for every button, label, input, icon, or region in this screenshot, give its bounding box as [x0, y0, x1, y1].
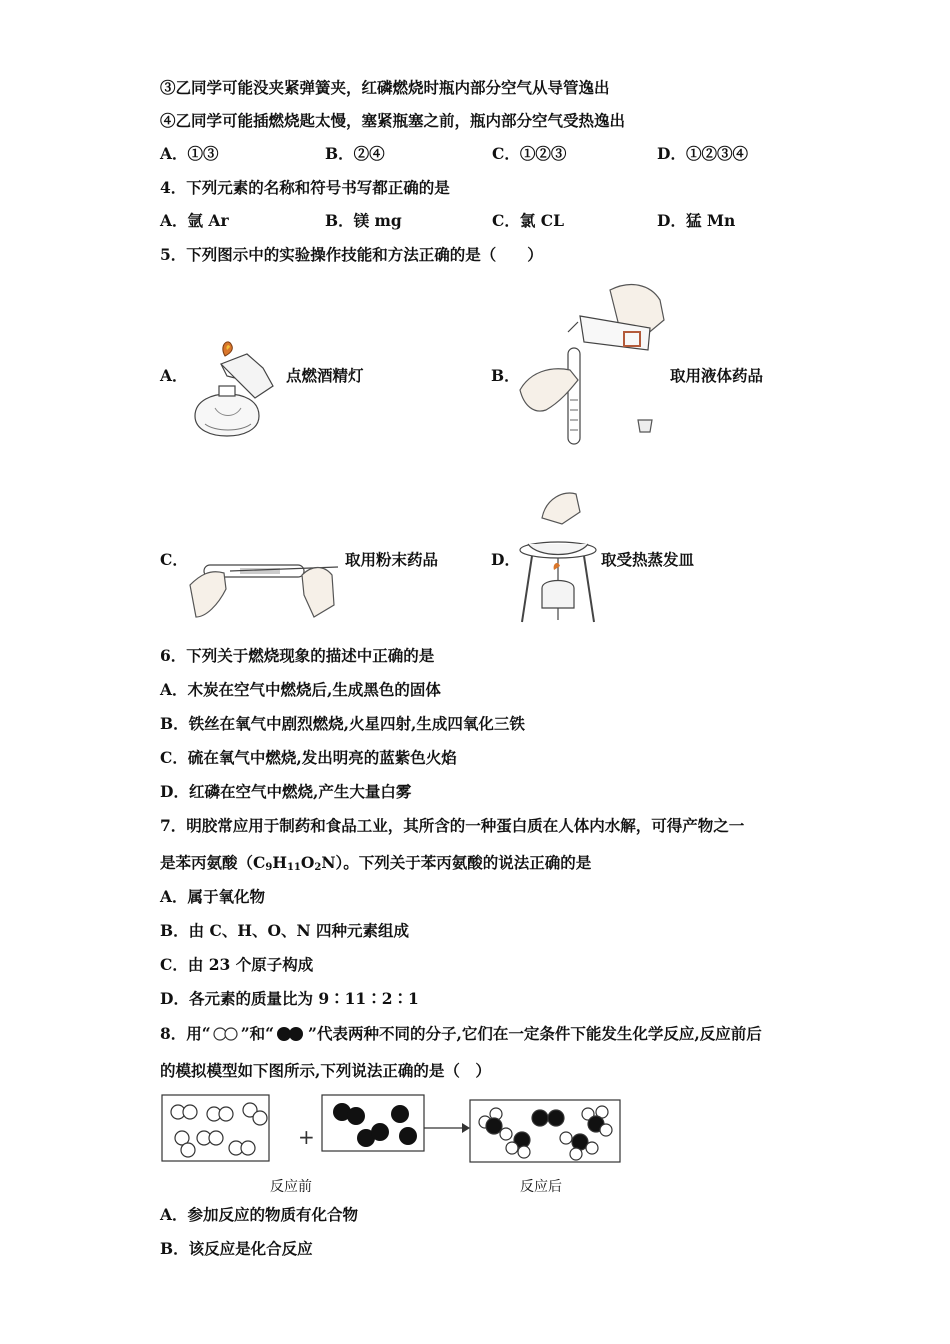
label-before: 反应前 [270, 1179, 312, 1195]
q3-option-a: A．①③ [160, 144, 219, 163]
q4-option-c: C．氯 CL [492, 211, 564, 230]
q3-item-4: ④乙同学可能插燃烧匙太慢，塞紧瓶塞之前，瓶内部分空气受热逸出 [160, 111, 626, 130]
reaction-model-diagram [160, 1092, 630, 1167]
q8-stem-line2: 的模拟模型如下图所示,下列说法正确的是（ ） [160, 1061, 491, 1080]
q8-stem-line1: 8．用“ ”和“ ”代表两种不同的分子,它们在一定条件下能发生化学反应,反应前后 [160, 1024, 762, 1043]
q6-stem: 6．下列关于燃烧现象的描述中正确的是 [160, 646, 435, 665]
pour-liquid-figure [520, 280, 670, 445]
q8-option-a: A．参加反应的物质有化合物 [160, 1205, 359, 1224]
q3-item-3: ③乙同学可能没夹紧弹簧夹，红磷燃烧时瓶内部分空气从导管逸出 [160, 78, 610, 97]
q8-option-b: B．该反应是化合反应 [160, 1239, 313, 1258]
q5-a-letter: A． [160, 366, 188, 385]
q5-a-caption: 点燃酒精灯 [286, 366, 364, 385]
q6-option-d: D．红磷在空气中燃烧,产生大量白雾 [160, 782, 412, 801]
q3-option-d: D．①②③④ [657, 144, 748, 163]
q3-option-c: C．①②③ [492, 144, 567, 163]
q4-option-d: D．猛 Mn [657, 211, 736, 230]
q7-option-d: D．各元素的质量比为 9∶11∶2∶1 [160, 989, 419, 1008]
powder-tube-figure [190, 545, 340, 620]
q4-option-b: B．镁 mg [325, 211, 402, 230]
q5-b-caption: 取用液体药品 [670, 366, 764, 385]
alcohol-lamp-figure [185, 338, 285, 443]
q6-option-b: B．铁丝在氧气中剧烈燃烧,火星四射,生成四氧化三铁 [160, 714, 525, 733]
q3-option-b: B．②④ [325, 144, 385, 163]
q5-d-letter: D． [491, 550, 520, 569]
q7-stem-line2: 是苯丙氨酸$(C_9H_{11}O_2N)$。下列关于苯丙氨酸的说法正确的是 [160, 853, 592, 873]
q4-option-a: A．氩 Ar [160, 211, 229, 230]
q7-stem-line1: 7．明胶常应用于制药和食品工业，其所含的一种蛋白质在人体内水解，可得产物之一 [160, 816, 745, 835]
solid-molecule-icon [274, 1026, 308, 1042]
q7-option-a: A．属于氧化物 [160, 887, 266, 906]
q7-option-b: B．由 C、H、O、N 四种元素组成 [160, 921, 410, 940]
q5-c-letter: C． [160, 550, 188, 569]
evaporating-dish-figure [518, 488, 598, 624]
plus-sign: + [298, 1125, 315, 1149]
label-after: 反应后 [520, 1179, 562, 1195]
q6-option-c: C．硫在氧气中燃烧,发出明亮的蓝紫色火焰 [160, 748, 457, 767]
hollow-molecule-icon [211, 1026, 241, 1042]
q5-c-caption: 取用粉末药品 [345, 550, 439, 569]
q5-b-letter: B． [491, 366, 520, 385]
q7-option-c: C．由 23 个原子构成 [160, 955, 314, 974]
q6-option-a: A．木炭在空气中燃烧后,生成黑色的固体 [160, 680, 441, 699]
q5-d-caption: 取受热蒸发皿 [601, 550, 695, 569]
q4-stem: 4．下列元素的名称和符号书写都正确的是 [160, 178, 450, 197]
arrow-head [462, 1123, 470, 1133]
q5-stem: 5．下列图示中的实验操作技能和方法正确的是（ ） [160, 245, 543, 264]
